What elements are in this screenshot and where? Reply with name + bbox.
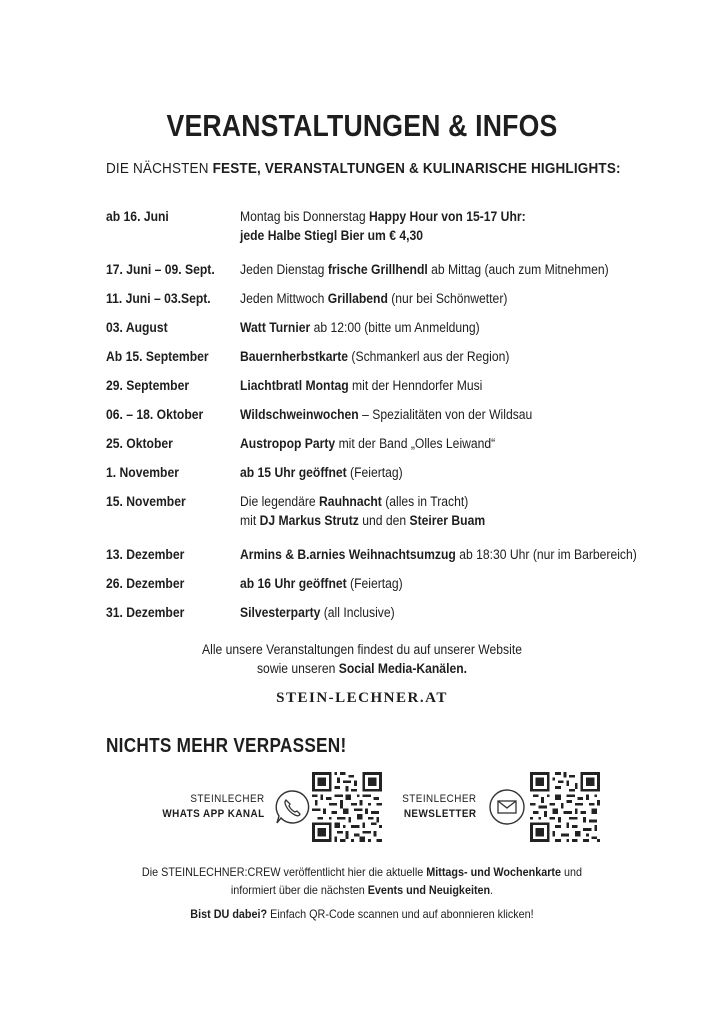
info-text bbox=[0, 640, 724, 678]
subtitle-bold: FESTE, VERANSTALTUNGEN & KULINARISCHE HIGHLIGHTS: bbox=[212, 160, 621, 177]
event-date: ab 16. Juni bbox=[106, 209, 169, 224]
event-text: ab Mittag (auch zum Mitnehmen) bbox=[427, 262, 609, 277]
event-text: mit bbox=[240, 513, 260, 528]
event-date: 13. Dezember bbox=[106, 547, 185, 562]
event-description-line bbox=[240, 463, 403, 482]
whatsapp-block bbox=[160, 772, 380, 844]
event-description-line bbox=[240, 511, 485, 530]
event-highlight: Rauhnacht bbox=[319, 494, 382, 509]
event-text: Jeden Mittwoch bbox=[240, 291, 328, 306]
event-row bbox=[106, 289, 537, 308]
info-line-2-bold: Social Media-Kanälen. bbox=[338, 661, 468, 676]
event-date: 11. Juni – 03.Sept. bbox=[106, 291, 211, 306]
whatsapp-label-line1: STEINLECHER bbox=[190, 793, 265, 805]
event-description-line bbox=[240, 405, 532, 424]
event-description-line bbox=[240, 260, 609, 279]
event-text: (Feiertag) bbox=[346, 576, 403, 591]
subscribe-heading: NICHTS MEHR VERPASSEN! bbox=[106, 735, 347, 757]
event-date: 31. Dezember bbox=[106, 605, 185, 620]
event-description-line bbox=[240, 492, 485, 511]
event-highlight: Bauernherbstkarte bbox=[240, 349, 349, 364]
event-text: mit der Henndorfer Musi bbox=[348, 378, 483, 393]
event-date: 03. August bbox=[106, 320, 168, 335]
event-highlight: Liachtbratl Montag bbox=[240, 378, 349, 393]
event-text: – Spezialitäten von der Wildsau bbox=[358, 407, 533, 422]
newsletter-qr-svg[interactable] bbox=[530, 772, 600, 842]
event-date: 17. Juni – 09. Sept. bbox=[106, 262, 215, 277]
event-text: ab 12:00 (bitte um Anmeldung) bbox=[310, 320, 480, 335]
event-row bbox=[106, 347, 539, 366]
event-text: Montag bis Donnerstag bbox=[240, 209, 370, 224]
event-row bbox=[106, 207, 557, 245]
event-highlight: Silvesterparty bbox=[240, 605, 321, 620]
whatsapp-qr-svg[interactable] bbox=[312, 772, 382, 842]
event-row bbox=[106, 603, 412, 622]
event-highlight: von 15-17 Uhr: bbox=[437, 209, 526, 224]
whatsapp-label-line2: WHATS APP KANAL bbox=[162, 808, 265, 820]
info-line-2-prefix: sowie unseren bbox=[256, 661, 339, 676]
event-row bbox=[106, 574, 421, 593]
subscribe-note bbox=[0, 863, 724, 899]
event-description-line bbox=[240, 289, 507, 308]
event-text: (Feiertag) bbox=[346, 465, 403, 480]
newsletter-block bbox=[390, 772, 610, 844]
event-text: mit der Band „Olles Leiwand“ bbox=[335, 436, 496, 451]
event-highlight: DJ Markus Strutz bbox=[259, 513, 359, 528]
note-line-2-b: Events und Neuigkeiten bbox=[367, 883, 491, 897]
event-text: (alles in Tracht) bbox=[381, 494, 469, 509]
event-row bbox=[106, 376, 509, 395]
event-text: (Schmankerl aus der Region) bbox=[348, 349, 510, 364]
newsletter-label-line1: STEINLECHER bbox=[402, 793, 477, 805]
event-text: und den bbox=[358, 513, 410, 528]
event-highlight: Grillabend bbox=[327, 291, 388, 306]
event-highlight: frische Grillhendl bbox=[327, 262, 428, 277]
event-date: 25. Oktober bbox=[106, 436, 173, 451]
event-text: ab 18:30 Uhr (nur im Barbereich) bbox=[455, 547, 637, 562]
event-description-line bbox=[240, 434, 495, 453]
subtitle-prefix: DIE NÄCHSTEN bbox=[106, 160, 213, 177]
event-row bbox=[106, 492, 512, 530]
event-highlight: ab 16 Uhr geöffnet bbox=[240, 576, 347, 591]
event-highlight: jede Halbe Stiegl Bier um € 4,30 bbox=[240, 228, 424, 243]
phone-bubble-icon bbox=[272, 787, 312, 827]
newsletter-label bbox=[403, 792, 477, 822]
newsletter-label-line2: NEWSLETTER bbox=[404, 808, 477, 820]
event-text: Jeden Dienstag bbox=[240, 262, 328, 277]
event-description-line bbox=[240, 376, 482, 395]
event-highlight: Watt Turnier bbox=[240, 320, 311, 335]
note-line-1-c: und bbox=[561, 865, 583, 879]
event-highlight: Happy Hour bbox=[369, 209, 438, 224]
event-date: Ab 15. September bbox=[106, 349, 209, 364]
page-title: VERANSTALTUNGEN & INFOS bbox=[166, 108, 558, 143]
whatsapp-label bbox=[163, 792, 265, 822]
event-description-line bbox=[240, 347, 509, 366]
note-line-3-a: Bist DU dabei? bbox=[190, 907, 268, 921]
page-subtitle bbox=[106, 160, 621, 177]
whatsapp-qr-code[interactable] bbox=[312, 772, 382, 842]
event-date: 26. Dezember bbox=[106, 576, 185, 591]
event-text: (all Inclusive) bbox=[320, 605, 395, 620]
event-highlight: Austropop Party bbox=[240, 436, 336, 451]
note-line-1-b: Mittags- und Wochenkarte bbox=[426, 865, 562, 879]
event-row bbox=[106, 463, 421, 482]
note-line-1 bbox=[36, 863, 688, 881]
note-line-1-a: Die STEINLECHNER:CREW veröffentlicht hier die aktuelle bbox=[141, 865, 427, 879]
note-line-2-c: . bbox=[490, 883, 494, 897]
event-text: Die legendäre bbox=[240, 494, 320, 509]
event-description-line bbox=[240, 318, 480, 337]
event-date: 15. November bbox=[106, 494, 186, 509]
event-date: 06. – 18. Oktober bbox=[106, 407, 204, 422]
newsletter-qr-code[interactable] bbox=[530, 772, 600, 842]
event-row bbox=[106, 260, 650, 279]
event-highlight: Wildschweinwochen bbox=[240, 407, 359, 422]
event-row bbox=[106, 318, 506, 337]
subscribe-cta bbox=[0, 905, 724, 923]
event-description-line bbox=[240, 574, 403, 593]
note-line-3-b: Einfach QR-Code scannen und auf abonnieren klicken! bbox=[267, 907, 534, 921]
event-row bbox=[106, 434, 524, 453]
event-text: (nur bei Schönwetter) bbox=[387, 291, 508, 306]
event-highlight: Armins & B.arnies Weihnachtsumzug bbox=[240, 547, 456, 562]
envelope-icon bbox=[487, 787, 527, 827]
event-date: 1. November bbox=[106, 465, 179, 480]
event-row bbox=[106, 545, 681, 564]
event-highlight: ab 15 Uhr geöffnet bbox=[240, 465, 347, 480]
note-line-3 bbox=[36, 905, 688, 923]
website-link[interactable]: STEIN-LECHNER.AT bbox=[276, 690, 448, 706]
note-line-2-a: informiert über die nächsten bbox=[230, 883, 368, 897]
event-row bbox=[106, 405, 565, 424]
event-date: 29. September bbox=[106, 378, 190, 393]
event-highlight: Steirer Buam bbox=[409, 513, 486, 528]
event-description-line bbox=[240, 545, 637, 564]
event-description-line bbox=[240, 207, 526, 226]
note-line-2 bbox=[36, 881, 688, 899]
event-description-line bbox=[240, 603, 395, 622]
info-line-2 bbox=[36, 659, 688, 678]
event-description-line bbox=[240, 226, 526, 245]
info-line-1: Alle unsere Veranstaltungen findest du auf unserer Website bbox=[202, 642, 522, 657]
